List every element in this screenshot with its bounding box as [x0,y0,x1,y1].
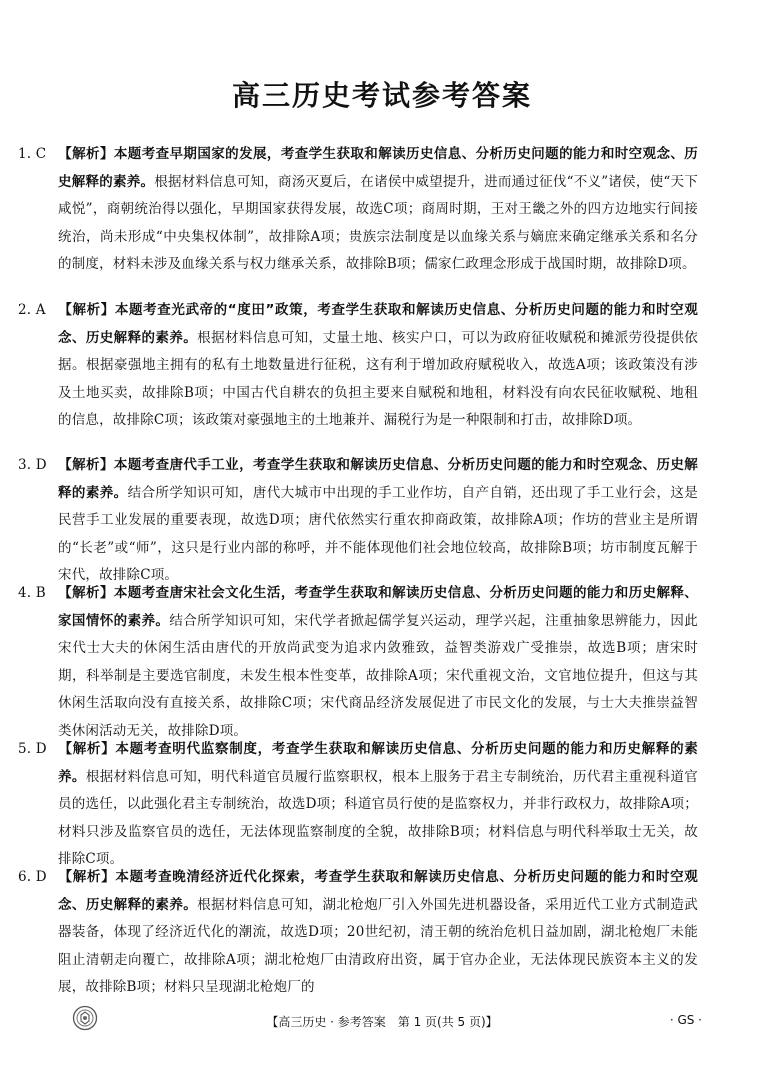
answer-number: 3. D [18,457,47,473]
answer-number: 6. D [18,869,47,885]
analysis-heading: 【解析】本题考查晚清经济近代化探索，考查学生获取和解读历史信息、分析历史问题的能力和时空观念、历史解释的素养。 [58,869,698,913]
analysis-text: 结合所学知识可知，唐代大城市中出现的手工业作坊，自产自销，还出现了手工业行会，这是民营手工业发展的重要表现，故选D项；唐代依然实行重农抑商政策，故排除A项；作坊的营业主是所谓的“长老”或“师”，这只是行业内部的称呼，并不能体现他们社会地位较高，故排除B项；坊市制度瓦解于宋代，故排除C项。 [58,484,699,584]
analysis-text: 根据材料信息可知，明代科道官员履行监察职权，根本上服务于君主专制统治，历代君主重视科道官员的选任，以此强化君主专制统治，故选D项；科道官员行使的是监察权力，并非行政权力，故排除A项；材料只涉及监察官员的选任，无法体现监察制度的全貌，故排除B项；材料信息与明代科举取士无关，故排除C项。 [58,768,698,868]
answer-number: 5. D [18,741,47,757]
answer-item [18,141,698,279]
analysis-heading: 【解析】本题考查唐代手工业，考查学生获取和解读历史信息、分析历史问题的能力和时空观念、历史解释的素养。 [58,457,698,501]
footer-page-info: 【高三历史 · 参考答案 第 1 页(共 5 页)】 [266,1015,498,1029]
analysis-heading: 【解析】本题考查早期国家的发展，考查学生获取和解读历史信息、分析历史问题的能力和时空观念、历史解释的素养。 [58,146,698,190]
analysis-text: 根据材料信息可知，湖北枪炮厂引入外国先进机器设备，采用近代工业方式制造武器装备，体现了经济近代化的潮流，故选D项；20世纪初，清王朝的统治危机日益加剧，湖北枪炮厂未能阻止清朝走向覆亡，故排除A项；湖北枪炮厂由清政府出资，属于官办企业，无法体现民族资本主义的发展，故排除B项；材料只呈现湖北枪炮厂的 [58,896,699,996]
analysis-heading: 【解析】本题考查光武帝的“度田”政策，考查学生获取和解读历史信息、分析历史问题的能力和时空观念、历史解释的素养。 [58,302,698,346]
answer-item [18,736,698,874]
answer-number: 1. C [18,146,47,162]
analysis-text: 根据材料信息可知，商汤灭夏后，在诸侯中威望提升，进而通过征伐“不义”诸侯，使“天下咸悦”，商朝统治得以强化，早期国家获得发展，故选C项；商周时期，王对王畿之外的四方边地实行间接统治，尚未形成“中央集权体制”，故排除A项；贵族宗法制度是以血缘关系与嫡庶来确定继承关系和名分的制度，材料未涉及血缘关系与权力继承关系，故排除B项；儒家仁政理念形成于战国时期，故排除D项。 [58,173,698,273]
page-footer [0,1005,764,1035]
answer-number: 2. A [18,302,46,318]
footer-code: · GS · [669,1013,702,1027]
answer-item [18,864,698,1002]
answer-item [18,452,698,590]
page-title: 高三历史考试参考答案 [231,79,532,112]
analysis-heading: 【解析】本题考查明代监察制度，考查学生获取和解读历史信息、分析历史问题的能力和历史解释的素养。 [58,741,698,785]
answer-item [18,297,698,435]
analysis-heading: 【解析】本题考查唐宋社会文化生活，考查学生获取和解读历史信息、分析历史问题的能力和历史解释、家国情怀的素养。 [58,585,698,629]
answer-item [18,580,698,746]
analysis-text: 根据材料信息可知，丈量土地、核实户口，可以为政府征收赋税和摊派劳役提供依据。根据豪强地主拥有的私有土地数量进行征税，这有利于增加政府赋税收入，故选A项；该政策没有涉及土地买卖，故排除B项；中国古代自耕农的负担主要来自赋税和地租，材料没有向农民征收赋税、地租的信息，故排除C项；该政策对豪强地主的土地兼并、漏税行为是一种限制和打击，故排除D项。 [58,329,699,429]
answer-number: 4. B [18,585,46,601]
analysis-text: 结合所学知识可知，宋代学者掀起儒学复兴运动，理学兴起，注重抽象思辨能力，因此宋代士大夫的休闲生活由唐代的开放尚武变为追求内敛雅致，益智类游戏广受推崇，故选B项；唐宋时期，科举制是主要选官制度，未发生根本性变革，故排除A项；宋代重视文治，文官地位提升，但这与其休闲生活取向没有直接关系，故排除C项；宋代商品经济发展促进了市民文化的发展，与士大夫推崇益智类休闲活动无关，故排除D项。 [58,612,698,739]
